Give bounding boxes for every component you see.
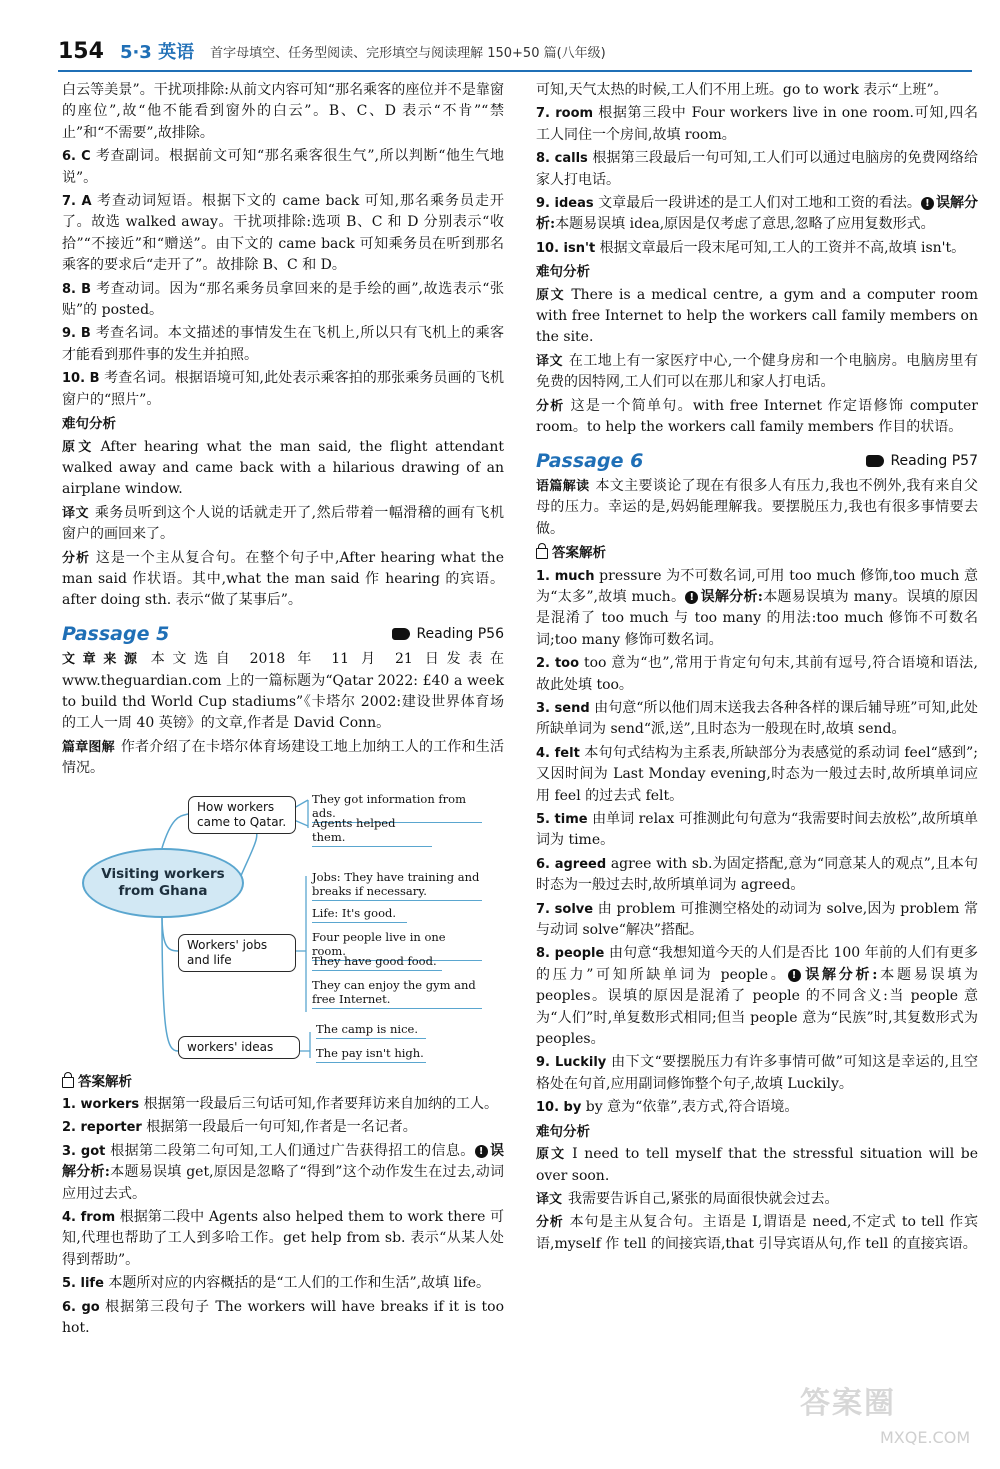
difficult-sentence-heading: 难句分析 bbox=[536, 264, 590, 281]
answer-number: 5. time bbox=[536, 812, 588, 827]
answer-item bbox=[62, 279, 504, 322]
answer-number: 4. from bbox=[62, 1210, 116, 1226]
answer-item bbox=[62, 1207, 504, 1271]
mind-map-branch: How workers came to Qatar. bbox=[188, 796, 296, 834]
misunderstanding-label: 误解分析: bbox=[700, 588, 763, 605]
tag-label: 原文 bbox=[536, 1147, 567, 1163]
passage5-header bbox=[62, 624, 504, 645]
answer-text: 由单词 relax 可推测此句句意为“我需要时间去放松”,故所填单词为 time。 bbox=[536, 811, 979, 849]
answer-item bbox=[536, 148, 978, 191]
mind-map-leaf: Four people live in one room. bbox=[312, 930, 482, 961]
answer-number: 9. B bbox=[62, 326, 91, 342]
misunderstanding-text: 本题易误填为 peoples。误填的原因是混淆了 people 的不同含义:当 people 意为“人们”时,单复数形式相同;但当 people 意为“民族”时,其复数形式为 peoples。 bbox=[536, 966, 978, 1048]
translation-text: 乘务员听到这个人说的话就走开了,然后带着一幅滑稽的画有飞机窗户的画回来了。 bbox=[62, 504, 504, 543]
analysis-text: 本句是主从复合句。主语是 I,谓语是 need,不定式 to tell 作宾语,myself 作 tell 的间接宾语,that 引导宾语从句,作 tell 的直接宾语。 bbox=[536, 1214, 978, 1252]
passage-illustration bbox=[62, 737, 504, 780]
answer-number: 8. calls bbox=[536, 151, 588, 167]
tag-label: 原文 bbox=[536, 287, 566, 303]
answer-item bbox=[536, 943, 978, 1050]
answer-item bbox=[536, 193, 978, 236]
tag-label: 译文 bbox=[62, 505, 89, 521]
tag-label: 译文 bbox=[536, 353, 563, 369]
warning-icon: ! bbox=[921, 197, 934, 210]
answer-number: 10. B bbox=[62, 371, 100, 387]
answer-text: 考查副词。根据前文可知“那名乘客很生气”,所以判断“他生气地说”。 bbox=[62, 148, 504, 186]
answer-number: 7. solve bbox=[536, 901, 594, 917]
answer-text: 根据文章最后一段末尾可知,工人的工资并不高,故填 isn't。 bbox=[599, 239, 966, 256]
answer-item bbox=[536, 566, 978, 652]
answer-text: 考查动词。因为“那名乘务员拿回来的是手绘的画”,故选表示“张贴”的 posted。 bbox=[62, 280, 504, 319]
answer-text: too 意为“也”,常用于肯定句句末,其前有逗号,符合语境和语法,故此处填 too。 bbox=[536, 655, 978, 693]
answer-number: 2. reporter bbox=[62, 1120, 142, 1136]
answer-item bbox=[536, 1097, 978, 1118]
watermark-logo: 答案圈 bbox=[800, 1386, 896, 1421]
mind-map-leaf: They can enjoy the gym and free Internet. bbox=[312, 978, 482, 1009]
translation bbox=[536, 1189, 978, 1210]
warning-icon: ! bbox=[788, 969, 801, 982]
answer-number: 3. send bbox=[536, 700, 590, 716]
answer-number: 6. C bbox=[62, 149, 91, 165]
mind-map bbox=[62, 786, 504, 1068]
answer-item bbox=[536, 653, 978, 696]
answer-number: 1. workers bbox=[62, 1097, 140, 1112]
reading-page: Reading P57 bbox=[890, 452, 978, 469]
passage6-header bbox=[536, 451, 978, 472]
answer-text: 本题所对应的内容概括的是“工人们的工作和生活”,故填 life。 bbox=[108, 1275, 490, 1292]
passage-title: Passage 5 bbox=[62, 622, 170, 645]
answer-number: 1. much bbox=[536, 568, 595, 584]
answer-text: 根据第三段中 Four workers live in one room.可知,四名工人同住一个房间,故填 room。 bbox=[536, 105, 978, 143]
right-column bbox=[536, 80, 978, 1257]
answers-heading bbox=[536, 543, 978, 564]
answer-item bbox=[536, 809, 978, 852]
reading-reference bbox=[392, 624, 504, 645]
source-text: 本文选自 2018 年 11 月 21 日发表在 www.theguardian.com 上的一篇标题为“Qatar 2022: £40 a week to build thd World Cup stadiums”《卡塔尔 2002:建设世界体育场的工人一周 40 英镑》的文章,作者是 David Conn。 bbox=[62, 651, 504, 732]
answer-number: 4. felt bbox=[536, 745, 580, 761]
original-text: I need to tell myself that the stressful situation will be over soon. bbox=[536, 1146, 978, 1184]
answer-item bbox=[62, 1141, 504, 1205]
mind-map-leaf: They have good food. bbox=[312, 954, 442, 971]
answer-text: 根据第三段最后一句可知,工人们可以通过电脑房的免费网络给家人打电话。 bbox=[536, 150, 979, 188]
reading-reference bbox=[866, 451, 978, 472]
answer-number: 9. ideas bbox=[536, 196, 594, 212]
answer-item bbox=[62, 1117, 504, 1138]
answer-text: 考查动词短语。根据下文的 came back 可知,那名乘务员走开了。故选 walked away。干扰项排除:选项 B、C 和 D 分别表示“收拾”“不接近”和“赠送”。由下文的 came back 可知乘务员在听到那名乘客的要求后“走开了”。故排除 B、C 和 D。 bbox=[62, 193, 504, 274]
answer-number: 10. by bbox=[536, 1100, 582, 1116]
answer-number: 5. life bbox=[62, 1276, 104, 1292]
answer-item bbox=[536, 854, 978, 897]
mind-map-leaf: The pay isn't high. bbox=[316, 1046, 426, 1063]
original-text: There is a medical centre, a gym and a computer room with free Internet to help the workers call family members on the site. bbox=[536, 286, 978, 346]
tag-label: 原文 bbox=[62, 439, 95, 455]
analysis bbox=[62, 548, 504, 612]
original-sentence bbox=[536, 1144, 978, 1187]
translation bbox=[62, 503, 504, 546]
summary-text: 本文主要谈论了现在有很多人有压力,我也不例外,我有来自父母的压力。幸运的是,妈妈能理解我。要摆脱压力,我也有很多事情要去做。 bbox=[536, 477, 978, 537]
mind-map-leaf: Life: It's good. bbox=[312, 906, 407, 923]
answer-text: 文章最后一段讲述的是工人们对工地和工资的看法。 bbox=[598, 195, 921, 212]
analysis-text: 这是一个简单句。with free Internet 作定语修饰 computer room。to help the workers call family members 作目的状语。 bbox=[536, 397, 978, 436]
mind-map-leaf: They got information from ads. bbox=[312, 792, 482, 823]
left-column bbox=[62, 80, 504, 1341]
continuation-text: 白云等美景”。干扰项排除:从前文内容可知“那名乘客的座位并不是靠窗的座位”,故“他不能看到窗外的白云”。B、C、D 表示“不肯”“禁止”和“不需要”,故排除。 bbox=[62, 82, 504, 141]
answer-item bbox=[536, 743, 978, 807]
tag-label: 译文 bbox=[536, 1191, 563, 1207]
brand-logo: 5·3 英语 bbox=[119, 42, 195, 63]
answer-text: 本句句式结构为主系表,所缺部分为表感觉的系动词 feel“感到”;又因时间为 Last Monday evening,时态为一般过去时,故所填单词应用 feel 的过去式 felt。 bbox=[536, 744, 978, 804]
translation-text: 在工地上有一家医疗中心,一个健身房和一个电脑房。电脑房里有免费的因特网,工人们可以在那儿和家人打电话。 bbox=[536, 352, 978, 391]
passage-summary bbox=[536, 476, 978, 540]
tag-label: 语篇解读 bbox=[536, 478, 590, 494]
answer-number: 7. room bbox=[536, 106, 594, 122]
answer-item bbox=[62, 1297, 504, 1340]
mind-map-branch: Workers' jobs and life bbox=[178, 934, 296, 972]
translation-text: 我需要告诉自己,紧张的局面很快就会过去。 bbox=[568, 1190, 839, 1207]
answer-text: 由句意“所以他们周末送我去各种各样的课后辅导班”可知,此处所缺单词为 send“派,送”,且时态为一般现在时,故填 send。 bbox=[536, 699, 979, 738]
answer-text: 由句意“我想知道今天的人们是否比 100 年前的人们有更多的压力”可知所缺单词为 people。 bbox=[536, 945, 978, 983]
answer-number: 8. B bbox=[62, 281, 92, 297]
difficult-sentence-heading: 难句分析 bbox=[536, 1123, 590, 1140]
answer-text: 考查名词。根据语境可知,此处表示乘客拍的那张乘务员画的飞机窗户的“照片”。 bbox=[62, 370, 505, 408]
mind-map-leaf: Agents helped them. bbox=[312, 816, 432, 847]
answer-number: 10. isn't bbox=[536, 240, 596, 256]
tag-label: 分析 bbox=[536, 1215, 564, 1231]
answer-item bbox=[62, 146, 504, 189]
analysis bbox=[536, 1212, 978, 1255]
answer-item bbox=[62, 368, 504, 411]
mind-map-center: Visiting workers from Ghana bbox=[82, 848, 244, 918]
watermark-url: MXQE.COM bbox=[880, 1428, 971, 1447]
mind-map-leaf: The camp is nice. bbox=[316, 1022, 426, 1039]
answer-number: 3. got bbox=[62, 1143, 106, 1159]
answer-number: 6. go bbox=[62, 1299, 100, 1315]
answer-text: agree with sb.为固定搭配,意为“同意某人的观点”,且本句时态为一般过去时,故所填单词为 agreed。 bbox=[536, 855, 978, 894]
answer-text: 根据第一段最后一句可知,作者是一名记者。 bbox=[146, 1119, 417, 1136]
warning-icon: ! bbox=[475, 1145, 488, 1158]
answer-number: 7. A bbox=[62, 194, 92, 210]
translation bbox=[536, 351, 978, 394]
answer-item bbox=[62, 191, 504, 277]
tag-label: 分析 bbox=[536, 398, 565, 414]
mind-map-leaf: Jobs: They have training and breaks if necessary. bbox=[312, 870, 482, 901]
original-sentence bbox=[536, 285, 978, 349]
lock-icon bbox=[62, 1077, 74, 1088]
answer-item bbox=[62, 1273, 504, 1294]
answer-text: 考查名词。本文描述的事情发生在飞机上,所以只有飞机上的乘客才能看到那件事的发生并拍照。 bbox=[62, 325, 504, 363]
difficult-sentence-heading: 难句分析 bbox=[62, 416, 116, 433]
misunderstanding-text: 本题易误填 idea,原因是仅考虑了意思,忽略了应用复数形式。 bbox=[555, 216, 935, 233]
illustration-text: 作者介绍了在卡塔尔体育场建设工地上加纳工人的工作和生活情况。 bbox=[62, 738, 504, 777]
lock-icon bbox=[536, 548, 548, 559]
continuation-text: 可知,天气太热的时候,工人们不用上班。go to work 表示“上班”。 bbox=[536, 82, 948, 98]
misunderstanding-label: 误解分析: bbox=[802, 966, 878, 983]
answer-text: 由下文“要摆脱压力有许多事情可做”可知这是幸运的,且空格处在句首,应用副词修饰整个句子,故填 Luckily。 bbox=[536, 1054, 978, 1092]
answer-number: 9. Luckily bbox=[536, 1055, 607, 1071]
answer-text: by 意为“依靠”,表方式,符合语境。 bbox=[585, 1099, 799, 1116]
page-number: 154 bbox=[58, 38, 104, 64]
pointing-hand-icon bbox=[866, 455, 884, 467]
heading-text: 答案解析 bbox=[552, 545, 606, 562]
misunderstanding-text: 本题易误填为 many。误填的原因是混淆了 too much 与 too many 的用法:too much 修饰不可数名词;too many 修饰可数名词。 bbox=[536, 588, 979, 648]
answer-text: 根据第三段句子 The workers will have breaks if it is too hot. bbox=[62, 1298, 505, 1337]
tag-label: 篇章图解 bbox=[62, 739, 115, 755]
tag-label: 文章来源 bbox=[62, 652, 145, 668]
answer-number: 8. people bbox=[536, 946, 605, 962]
answers-heading bbox=[62, 1072, 504, 1093]
misunderstanding-label: 误解分析: bbox=[62, 1142, 505, 1181]
answer-item bbox=[62, 1094, 504, 1115]
article-source bbox=[62, 649, 504, 735]
answer-text: 根据第二段第二句可知,工人们通过广告获得招工的信息。 bbox=[110, 1142, 475, 1159]
answer-item bbox=[62, 323, 504, 366]
answer-item bbox=[536, 103, 978, 146]
answer-item bbox=[536, 899, 978, 942]
analysis bbox=[536, 396, 978, 439]
answer-text: 根据第二段中 Agents also helped them to work there 可知,代理也帮助了工人到多哈工作。get help from sb. 表示“从某人处得到帮助”。 bbox=[62, 1209, 504, 1268]
page-header bbox=[58, 34, 958, 68]
original-text: After hearing what the man said, the flight attendant walked away and came back with a hilarious drawing of an airplane window. bbox=[62, 438, 504, 498]
answer-text: 由 problem 可推测空格处的动词为 solve,因为 problem 常与动词 solve“解决”搭配。 bbox=[536, 900, 978, 939]
answer-text: 根据第一段最后三句话可知,作者要拜访来自加纳的工人。 bbox=[143, 1096, 499, 1112]
heading-text: 答案解析 bbox=[78, 1073, 132, 1090]
passage-title: Passage 6 bbox=[536, 449, 644, 472]
answer-item bbox=[536, 1052, 978, 1095]
header-divider bbox=[58, 70, 972, 72]
mind-map-branch: workers' ideas bbox=[178, 1036, 300, 1059]
misunderstanding-label: 误解分析: bbox=[536, 195, 979, 233]
warning-icon: ! bbox=[685, 591, 698, 604]
pointing-hand-icon bbox=[392, 628, 410, 640]
answer-item bbox=[536, 698, 978, 741]
answer-text: pressure 为不可数名词,可用 too much 修饰,too much 意为“太多”,故填 much。 bbox=[536, 567, 979, 605]
answer-number: 6. agreed bbox=[536, 856, 607, 872]
original-sentence bbox=[62, 437, 504, 501]
analysis-text: 这是一个主从复合句。在整个句子中,After hearing what the man said 作状语。其中,what the man said 作 hearing 的宾语。after doing sth. 表示“做了某事后”。 bbox=[62, 549, 504, 609]
tag-label: 分析 bbox=[62, 550, 90, 566]
answer-item bbox=[536, 238, 978, 259]
book-title: 首字母填空、任务型阅读、完形填空与阅读理解 150+50 篇(八年级) bbox=[210, 45, 606, 61]
reading-page: Reading P56 bbox=[416, 625, 504, 642]
answer-number: 2. too bbox=[536, 656, 580, 672]
misunderstanding-text: 本题易误填 get,原因是忽略了“得到”这个动作发生在过去,动词应用过去式。 bbox=[62, 1164, 504, 1202]
